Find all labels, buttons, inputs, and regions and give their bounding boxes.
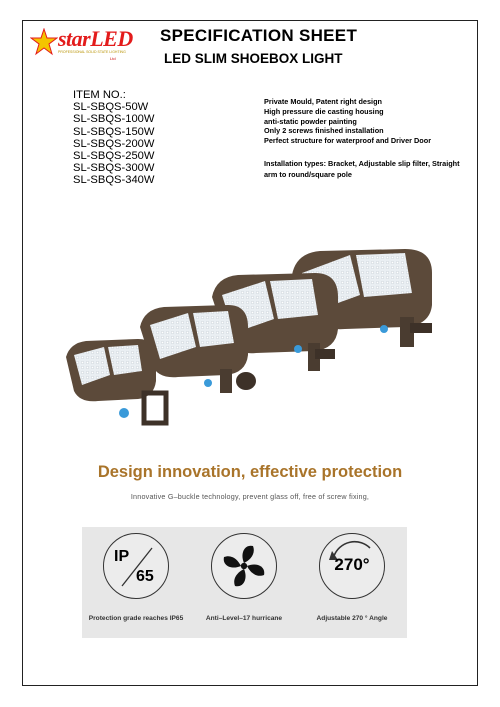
page-title: SPECIFICATION SHEET (160, 26, 358, 45)
fan-badge (211, 533, 277, 599)
fan-icon (212, 534, 276, 598)
feature-hurricane (190, 533, 298, 622)
feature-panel (82, 527, 407, 638)
item-list (73, 89, 154, 187)
logo-text: starLED (58, 26, 133, 51)
feature-line: Private Mould, Patent right design (264, 97, 382, 106)
product-image (60, 245, 445, 445)
angle-badge (319, 533, 385, 599)
item-number: SL-SBQS-250W (73, 150, 155, 163)
ip65-caption: Protection grade reaches IP65 (88, 615, 184, 622)
fixture-medium (140, 305, 256, 393)
fixture-small (66, 339, 166, 423)
feature-line: anti-static powder painting (264, 116, 357, 126)
item-number: SL-SBQS-50W (73, 101, 149, 114)
ip-label: IP (114, 548, 130, 565)
angle-value: 270° (334, 555, 370, 574)
item-heading: ITEM NO.: (73, 89, 126, 101)
feature-angle (298, 533, 406, 622)
item-number: SL-SBQS-300W (73, 162, 155, 175)
angle-caption: Adjustable 270 ° Angle (316, 615, 388, 622)
star-icon (30, 28, 58, 56)
installation-types: Installation types: Bracket, Adjustable slip filter, Straight arm to round/square pole (264, 159, 460, 179)
slash-icon (104, 534, 170, 600)
feature-line: Only 2 screws finished installation (264, 126, 384, 136)
logo-sub: Ltd (110, 56, 116, 61)
promo-subline: Innovative G–buckle technology, prevent glass off, free of screw fixing, (130, 492, 370, 501)
feature-ip65 (82, 533, 190, 622)
item-number: SL-SBQS-100W (73, 113, 155, 126)
ip-rating: 65 (136, 568, 154, 585)
hurricane-caption: Anti–Level–17 hurricane (205, 615, 283, 622)
item-number: SL-SBQS-340W (73, 174, 155, 187)
ip65-badge (103, 533, 169, 599)
feature-line: Perfect structure for waterproof and Driver Door (264, 136, 432, 146)
promo-headline: Design innovation, effective protection (97, 463, 403, 481)
feature-line: High pressure die casting housing (264, 106, 384, 116)
page-subtitle: LED SLIM SHOEBOX LIGHT (164, 51, 343, 66)
item-number: SL-SBQS-200W (73, 137, 155, 150)
starled-logo (30, 26, 150, 64)
item-number: SL-SBQS-150W (73, 125, 155, 138)
feature-list (264, 97, 431, 146)
logo-tagline: PROFESSIONAL SOLID STATE LIGHTING (58, 50, 126, 54)
